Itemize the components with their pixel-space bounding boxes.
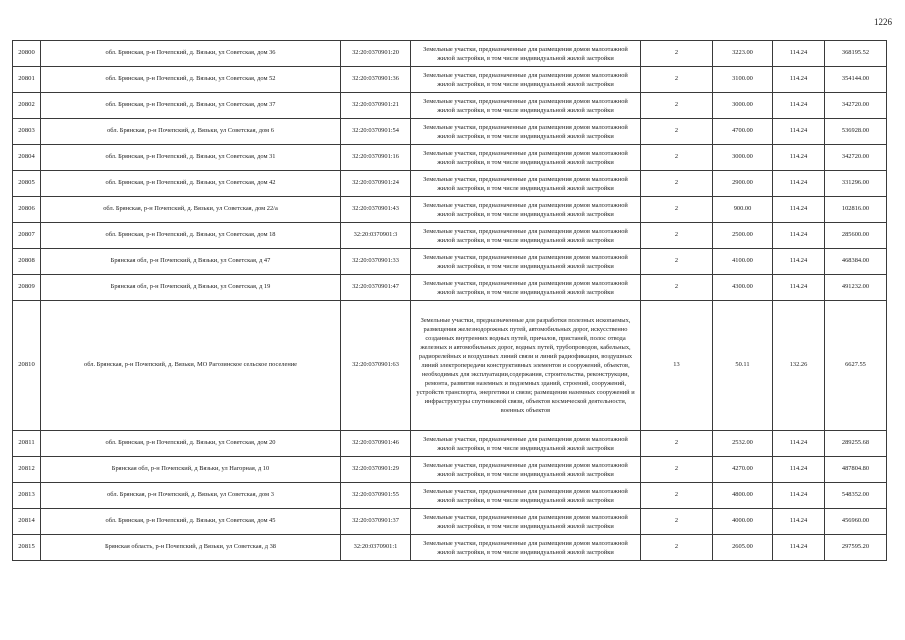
row-cadastral-number: 32:20:0370901:46 (341, 431, 411, 457)
row-category: 2 (641, 93, 713, 119)
land-register-table (12, 40, 887, 561)
row-address: обл. Брянская, р-н Почепский, д. Вязьки, ул Советская, дом 20 (41, 431, 341, 457)
row-number: 20800 (13, 41, 41, 67)
row-category: 2 (641, 171, 713, 197)
row-address: обл. Брянская, р-н Почепский, д. Вязьки, ул Советская, дом 3 (41, 483, 341, 509)
table-row (13, 145, 887, 171)
row-area: 50.11 (713, 301, 773, 431)
row-value: 102816.00 (825, 197, 887, 223)
row-value: 342720.00 (825, 145, 887, 171)
row-cadastral-number: 32:20:0370901:63 (341, 301, 411, 431)
row-address: обл. Брянская, р-н Почепский, д. Вязьки, ул Советская, дом 45 (41, 509, 341, 535)
row-rate: 114.24 (773, 223, 825, 249)
row-area: 3000.00 (713, 93, 773, 119)
row-area: 4800.00 (713, 483, 773, 509)
row-area: 900.00 (713, 197, 773, 223)
row-value: 285600.00 (825, 223, 887, 249)
row-area: 4270.00 (713, 457, 773, 483)
row-rate: 114.24 (773, 41, 825, 67)
row-address: обл. Брянская, р-н Почепский, д. Вязьки, ул Советская, дом 18 (41, 223, 341, 249)
row-category: 2 (641, 119, 713, 145)
row-number: 20806 (13, 197, 41, 223)
row-category: 2 (641, 509, 713, 535)
row-category: 2 (641, 457, 713, 483)
row-cadastral-number: 32:20:0370901:55 (341, 483, 411, 509)
row-area: 3000.00 (713, 145, 773, 171)
row-land-use: Земельные участки, предназначенные для размещения домов малоэтажной жилой застройки, в том числе индивидуальной жилой застройки (411, 171, 641, 197)
row-address: Брянская область, р-н Почепский, д Вязьки, ул Советская, д 38 (41, 535, 341, 561)
table-row (13, 171, 887, 197)
row-land-use: Земельные участки, предназначенные для размещения домов малоэтажной жилой застройки, в том числе индивидуальной жилой застройки (411, 145, 641, 171)
table-row (13, 275, 887, 301)
row-rate: 132.26 (773, 301, 825, 431)
row-value: 368195.52 (825, 41, 887, 67)
row-cadastral-number: 32:20:0370901:16 (341, 145, 411, 171)
row-category: 2 (641, 145, 713, 171)
row-address: обл. Брянская, р-н Почепский, д. Вязьки, ул Советская, дом 52 (41, 67, 341, 93)
row-cadastral-number: 32:20:0370901:20 (341, 41, 411, 67)
row-area: 4100.00 (713, 249, 773, 275)
row-cadastral-number: 32:20:0370901:21 (341, 93, 411, 119)
row-rate: 114.24 (773, 535, 825, 561)
row-land-use: Земельные участки, предназначенные для размещения домов малоэтажной жилой застройки, в том числе индивидуальной жилой застройки (411, 249, 641, 275)
row-value: 354144.00 (825, 67, 887, 93)
row-address: обл. Брянская, р-н Почепский, д. Вязьки, ул Советская, дом 37 (41, 93, 341, 119)
register-body (13, 41, 887, 561)
row-land-use: Земельные участки, предназначенные для размещения домов малоэтажной жилой застройки, в том числе индивидуальной жилой застройки (411, 509, 641, 535)
row-area: 2605.00 (713, 535, 773, 561)
row-value: 331296.00 (825, 171, 887, 197)
row-cadastral-number: 32:20:0370901:54 (341, 119, 411, 145)
row-number: 20804 (13, 145, 41, 171)
row-address: Брянская обл, р-н Почепский, д Вязьки, ул Советская, д 47 (41, 249, 341, 275)
row-area: 4300.00 (713, 275, 773, 301)
row-land-use: Земельные участки, предназначенные для размещения домов малоэтажной жилой застройки, в том числе индивидуальной жилой застройки (411, 41, 641, 67)
row-address: обл. Брянская, р-н Почепский, д. Вязьки, ул Советская, дом 36 (41, 41, 341, 67)
row-number: 20802 (13, 93, 41, 119)
row-rate: 114.24 (773, 275, 825, 301)
row-cadastral-number: 32:20:0370901:33 (341, 249, 411, 275)
row-number: 20808 (13, 249, 41, 275)
row-land-use: Земельные участки, предназначенные для размещения домов малоэтажной жилой застройки, в том числе индивидуальной жилой застройки (411, 197, 641, 223)
table-row (13, 67, 887, 93)
row-value: 289255.68 (825, 431, 887, 457)
row-number: 20810 (13, 301, 41, 431)
table-row (13, 431, 887, 457)
table-row (13, 457, 887, 483)
row-land-use: Земельные участки, предназначенные для размещения домов малоэтажной жилой застройки, в том числе индивидуальной жилой застройки (411, 67, 641, 93)
table-row (13, 535, 887, 561)
row-category: 2 (641, 275, 713, 301)
row-category: 2 (641, 67, 713, 93)
row-land-use: Земельные участки, предназначенные для размещения домов малоэтажной жилой застройки, в том числе индивидуальной жилой застройки (411, 431, 641, 457)
row-cadastral-number: 32:20:0370901:47 (341, 275, 411, 301)
row-number: 20801 (13, 67, 41, 93)
row-land-use: Земельные участки, предназначенные для размещения домов малоэтажной жилой застройки, в том числе индивидуальной жилой застройки (411, 535, 641, 561)
table-row (13, 249, 887, 275)
row-rate: 114.24 (773, 431, 825, 457)
row-rate: 114.24 (773, 457, 825, 483)
row-cadastral-number: 32:20:0370901:37 (341, 509, 411, 535)
row-address: обл. Брянская, р-н Почепский, д. Вязьки, МО Рагозинское сельское поселение (41, 301, 341, 431)
row-category: 13 (641, 301, 713, 431)
row-land-use: Земельные участки, предназначенные для размещения домов малоэтажной жилой застройки, в том числе индивидуальной жилой застройки (411, 119, 641, 145)
row-rate: 114.24 (773, 119, 825, 145)
row-number: 20811 (13, 431, 41, 457)
row-category: 2 (641, 431, 713, 457)
row-number: 20803 (13, 119, 41, 145)
row-value: 297595.20 (825, 535, 887, 561)
row-category: 2 (641, 483, 713, 509)
row-land-use: Земельные участки, предназначенные для размещения домов малоэтажной жилой застройки, в том числе индивидуальной жилой застройки (411, 483, 641, 509)
row-land-use: Земельные участки, предназначенные для размещения домов малоэтажной жилой застройки, в том числе индивидуальной жилой застройки (411, 93, 641, 119)
row-number: 20815 (13, 535, 41, 561)
row-rate: 114.24 (773, 93, 825, 119)
row-area: 3223.00 (713, 41, 773, 67)
row-rate: 114.24 (773, 145, 825, 171)
row-category: 2 (641, 41, 713, 67)
page-number: 1226 (874, 17, 892, 27)
row-rate: 114.24 (773, 509, 825, 535)
row-category: 2 (641, 223, 713, 249)
row-land-use: Земельные участки, предназначенные для разработки полезных ископаемых, размещения железнодорожных путей, автомобильных дорог, искусственно созданных внутренних водных путей, причалов, пристаней, полос отвода железных и автомобильных дорог, водных путей, трубопроводов, кабельных, радиорелейных и воздушных линий связи и линий радиофикации, воздушных линий электропередачи конструктивных элементов и сооружений, объектов, необходимых для эксплуатации,содержания, строительства, реконструкции, ремонта, развития наземных и подземных зданий, строений, сооружений, устройств транспорта, энергетики и связи; размещения наземных сооружений и инфраструктуры спутниковой связи, объектов космической деятельности, военных объектов (411, 301, 641, 431)
row-area: 4000.00 (713, 509, 773, 535)
row-category: 2 (641, 249, 713, 275)
row-number: 20807 (13, 223, 41, 249)
row-address: обл. Брянская, р-н Почепский, д. Вязьки, ул Советская, дом 31 (41, 145, 341, 171)
row-value: 548352.00 (825, 483, 887, 509)
row-value: 487804.80 (825, 457, 887, 483)
row-rate: 114.24 (773, 483, 825, 509)
row-address: Брянская обл, р-н Почепский, д Вязьки, ул Нагорная, д 10 (41, 457, 341, 483)
row-cadastral-number: 32:20:0370901:36 (341, 67, 411, 93)
row-address: обл. Брянская, р-н Почепский, д. Вязьки, ул Советская, дом 22/а (41, 197, 341, 223)
table-row (13, 301, 887, 431)
row-value: 456960.00 (825, 509, 887, 535)
table-row (13, 483, 887, 509)
row-area: 2532.00 (713, 431, 773, 457)
row-area: 2900.00 (713, 171, 773, 197)
row-number: 20813 (13, 483, 41, 509)
row-land-use: Земельные участки, предназначенные для размещения домов малоэтажной жилой застройки, в том числе индивидуальной жилой застройки (411, 275, 641, 301)
row-cadastral-number: 32:20:0370901:43 (341, 197, 411, 223)
row-address: Брянская обл, р-н Почепский, д Вязьки, ул Советская, д 19 (41, 275, 341, 301)
table-row (13, 509, 887, 535)
row-rate: 114.24 (773, 249, 825, 275)
row-land-use: Земельные участки, предназначенные для размещения домов малоэтажной жилой застройки, в том числе индивидуальной жилой застройки (411, 223, 641, 249)
row-rate: 114.24 (773, 197, 825, 223)
row-rate: 114.24 (773, 67, 825, 93)
row-value: 491232.00 (825, 275, 887, 301)
row-value: 342720.00 (825, 93, 887, 119)
table-row (13, 223, 887, 249)
row-cadastral-number: 32:20:0370901:3 (341, 223, 411, 249)
row-area: 4700.00 (713, 119, 773, 145)
row-cadastral-number: 32:20:0370901:29 (341, 457, 411, 483)
row-address: обл. Брянская, р-н Почепский, д. Вязьки, ул Советская, дом 6 (41, 119, 341, 145)
row-number: 20809 (13, 275, 41, 301)
row-number: 20814 (13, 509, 41, 535)
row-category: 2 (641, 535, 713, 561)
row-land-use: Земельные участки, предназначенные для размещения домов малоэтажной жилой застройки, в том числе индивидуальной жилой застройки (411, 457, 641, 483)
row-value: 6627.55 (825, 301, 887, 431)
row-rate: 114.24 (773, 171, 825, 197)
table-row (13, 41, 887, 67)
row-address: обл. Брянская, р-н Почепский, д. Вязьки, ул Советская, дом 42 (41, 171, 341, 197)
table-row (13, 93, 887, 119)
row-cadastral-number: 32:20:0370901:24 (341, 171, 411, 197)
row-value: 468384.00 (825, 249, 887, 275)
row-number: 20812 (13, 457, 41, 483)
row-cadastral-number: 32:20:0370901:1 (341, 535, 411, 561)
row-category: 2 (641, 197, 713, 223)
row-area: 2500.00 (713, 223, 773, 249)
row-number: 20805 (13, 171, 41, 197)
row-area: 3100.00 (713, 67, 773, 93)
table-row (13, 119, 887, 145)
row-value: 536928.00 (825, 119, 887, 145)
table-row (13, 197, 887, 223)
